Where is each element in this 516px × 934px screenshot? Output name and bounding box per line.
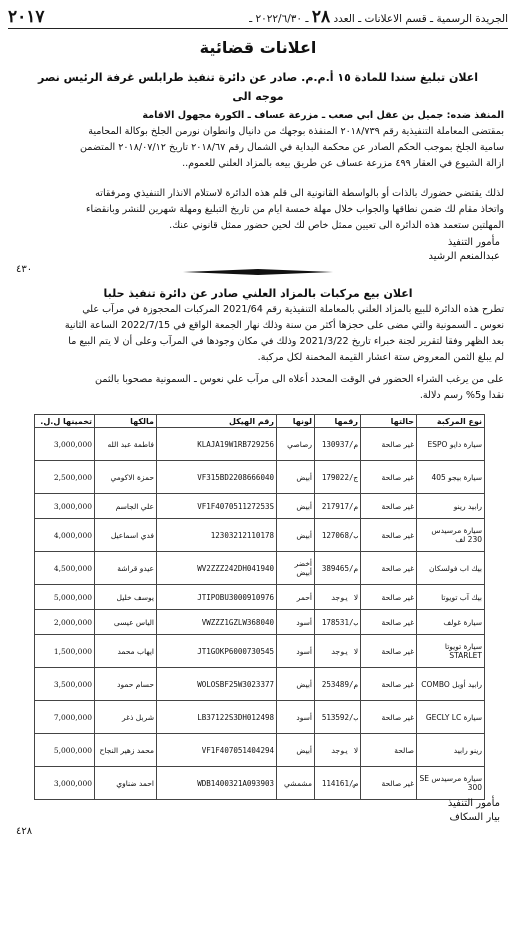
vehicle-condition: غير صالحة [361,610,417,635]
vehicle-chassis: VF1F407051404294 [157,734,277,767]
vehicle-condition: غير صالحة [361,428,417,461]
signature-title: مأمور التنفيذ [447,237,500,248]
signature-name: عبدالمنعم الرشيد [428,251,500,262]
column-header: رقمها [315,415,361,428]
vehicle-color: أخضر أبيض [277,552,315,585]
vehicle-chassis: JT1GOKP6000730545 [157,635,277,668]
vehicle-type: سيارة GECLY LC [417,701,485,734]
notice2-signature [448,797,500,825]
notice2-body-2 [10,372,504,404]
notice2-line: تطرح هذه الدائرة للبيع بالمزاد العلني بالمعاملة التنفيذية رقم 2021/64 المركبات المحجوزة في مرآب علي [82,304,504,315]
vehicle-type: بيك اب فولسكان [417,552,485,585]
vehicle-owner: الياس عيسى [95,610,157,635]
vehicle-type: سيارة بيجو 405 [417,461,485,494]
vehicle-owner: عيدو قراشة [95,552,157,585]
vehicle-chassis: VF1F407051127253S [157,494,277,519]
notice1-line: سامية الجلخ بموجب الحكم الصادر عن محكمة البداية في الشمال رقم ٢٠١٨/٦٧ تاريخ ٢٠١٨/٠٧/١٢ المتضمن [80,142,504,153]
vehicle-chassis: WDB1400321A093903 [157,767,277,800]
notice1-line: واتخاذ مقام لك ضمن نطاقها والجواب خلال مهلة خمسة ايام من تاريخ التبليغ ومهلة شهرين للنشر وبانقضاء [85,204,504,215]
notice2-ref-number: ٤٢٨ [16,826,33,837]
vehicle-estimate: 1,500,000 [35,635,95,668]
table-row [35,635,485,668]
vehicle-owner: فدي اسماعيل [95,519,157,552]
vehicle-condition: غير صالحة [361,635,417,668]
notice2-title: اعلان بيع مركبات بالمزاد العلني صادر عن دائرة تنفيذ حلبا [103,287,413,300]
vehicle-estimate: 5,000,000 [35,734,95,767]
vehicle-condition: غير صالحة [361,585,417,610]
vehicle-estimate: 4,500,000 [35,552,95,585]
vehicle-estimate: 3,000,000 [35,767,95,800]
table-row [35,701,485,734]
vehicle-owner: يوسف خليل [95,585,157,610]
vehicle-type: رابيد أوبل COMBO [417,668,485,701]
vehicle-estimate: 3,000,000 [35,428,95,461]
notice1-title [20,68,496,106]
table-row [35,552,485,585]
vehicle-type: سيارة غولف [417,610,485,635]
vehicle-chassis: WOLOSBF25W3023377 [157,668,277,701]
vehicle-plate: 253489/م [315,668,361,701]
vehicle-chassis: 12303212110178 [157,519,277,552]
vehicle-estimate: 5,000,000 [35,585,95,610]
notice2-body [10,302,504,366]
notice1-line: المهلتين ستعمد هذه الدائرة الى تعيين ممثل خاص لك لحين حضور ممثل قانوني عنك. [169,220,504,231]
section-title: اعلانات قضائية [199,38,317,57]
vehicle-estimate: 7,000,000 [35,701,95,734]
vehicle-plate: 389465/م [315,552,361,585]
vehicle-chassis: VF315BD2208666040 [157,461,277,494]
vehicle-color: أسود [277,635,315,668]
column-header: حالتها [361,415,417,428]
table-row [35,494,485,519]
issue-date: ـ ٢٠٢٢/٦/٣٠ ـ [249,13,309,25]
vehicle-estimate: 3,000,000 [35,494,95,519]
vehicle-color: أسود [277,701,315,734]
vehicle-color: مشمشي [277,767,315,800]
vehicle-plate: لا يوجد [315,585,361,610]
table-row [35,610,485,635]
vehicle-condition: غير صالحة [361,494,417,519]
vehicle-owner: فاطمة عبد الله [95,428,157,461]
signature-name: بيار السكاف [449,812,500,823]
vehicle-plate: لا يوجد [315,635,361,668]
column-header: تخمينها ل.ل. [35,415,95,428]
vehicle-owner: احمد ضناوي [95,767,157,800]
notice1-line: لذلك يقتضي حضورك بالذات أو بالواسطة القانونية الى قلم هذه الدائرة لاستلام الانذار التنفيذي ومرفقاته [95,188,504,199]
vehicle-color: أسود [277,610,315,635]
vehicle-plate: 513592/ب [315,701,361,734]
divider-ornament [183,269,333,275]
header-info [249,7,508,27]
notice2-line: نقدا و5% رسم دلالة. [419,390,504,401]
column-header: نوع المركبة [417,415,485,428]
notice1-body [10,108,504,172]
table-header-row [35,415,485,428]
page-header [8,6,508,29]
publication-name: الجريدة الرسمية ـ قسم الاعلانات ـ العدد [333,13,508,25]
vehicle-condition: غير صالحة [361,519,417,552]
vehicle-type: رابيد رينو [417,494,485,519]
vehicle-owner: حمزة الاكومي [95,461,157,494]
vehicle-estimate: 2,500,000 [35,461,95,494]
table-row [35,519,485,552]
vehicle-condition: غير صالحة [361,552,417,585]
column-header: رقم الهيكل [157,415,277,428]
signature-title: مأمور التنفيذ [447,798,500,809]
vehicle-plate: 178531/ب [315,610,361,635]
vehicle-color: أبيض [277,494,315,519]
table-row [35,461,485,494]
vehicle-chassis: KLAJA19W1RB729256 [157,428,277,461]
vehicle-plate: 114161/ص [315,767,361,800]
vehicle-color: أبيض [277,668,315,701]
notice2-line: على من يرغب الشراء الحضور في الوقت المحدد أعلاه الى مرآب علي نعوس ـ السمونية مصحوبا بالثمن [95,374,504,385]
vehicle-condition: غير صالحة [361,701,417,734]
vehicle-plate: 130937/م [315,428,361,461]
vehicle-type: سيارة مرسيدس SE 300 [417,767,485,800]
vehicle-owner: محمد زهير النجاح [95,734,157,767]
vehicle-chassis: VWZZZ1GZLW368040 [157,610,277,635]
notice1-ref-number: ٤٣٠ [16,264,33,275]
vehicle-condition: غير صالحة [361,461,417,494]
table-row [35,668,485,701]
vehicle-estimate: 2,000,000 [35,610,95,635]
vehicle-type: رينو رابيد [417,734,485,767]
vehicle-type: بيك آب تويوتا [417,585,485,610]
vehicle-type: سيارة دايو ESPO [417,428,485,461]
notice2-line: لم يبلغ الثمن المعروض ستة اعشار القيمة المخمنة لكل مركبة. [257,352,504,363]
notice2-line: نعوس ـ السمونية والتي مضى على حجزها أكثر من سنة وذلك نهار الجمعة الواقع في 2022/7/15 الساعة الثانية [64,320,504,331]
vehicle-color: أحمر [277,585,315,610]
table-row [35,767,485,800]
table-row [35,585,485,610]
vehicle-owner: ايهاب محمد [95,635,157,668]
vehicle-plate: لا يوجد [315,734,361,767]
vehicle-condition: صالحة [361,734,417,767]
column-header: مالكها [95,415,157,428]
vehicle-estimate: 4,000,000 [35,519,95,552]
vehicle-estimate: 3,500,000 [35,668,95,701]
table-row [35,734,485,767]
vehicle-plate: 127068/ب [315,519,361,552]
vehicle-color: أبيض [277,461,315,494]
notice1-line: بمقتضى المعاملة التنفيذية رقم ٢٠١٨/٧٣٩ المنفذة بوجهك من دانيال وانطوان نورمن الجلخ بوكالة المحامية [88,126,504,137]
table-row [35,428,485,461]
vehicle-plate: 179022/ج [315,461,361,494]
issue-number: ٢٨ [311,7,331,27]
vehicle-type: سيارة تويوتا STARLET [417,635,485,668]
section-divider [0,268,516,276]
vehicles-table [34,414,485,800]
notice1-body-2 [10,186,504,234]
vehicle-color: أبيض [277,734,315,767]
notice1-line: ازالة الشيوع في العقار ٤٩٩ مزرعة عساف عن طريق بيعه بالمزاد العلني للعموم.. [182,158,504,169]
vehicle-chassis: JTIPOBU3000910976 [157,585,277,610]
vehicle-type: سيارة مرسيدس 230 لف [417,519,485,552]
vehicle-owner: شربل ذغر [95,701,157,734]
vehicle-color: أبيض [277,519,315,552]
page-year: ٢٠١٧ [8,7,45,27]
vehicle-condition: غير صالحة [361,668,417,701]
notice2-line: بعد الظهر وفقا لتقرير لجنة خبراء تاريخ 2021/3/22 وذلك في مكان وجودها في المرآب وعلى أن لا يتم البيع ما [68,336,504,347]
vehicle-owner: علي الجاسم [95,494,157,519]
vehicle-plate: 217917/م [315,494,361,519]
vehicle-color: رصاصي [277,428,315,461]
vehicle-chassis: LB37122S3DH012498 [157,701,277,734]
vehicle-chassis: WV2ZZZ242DH041940 [157,552,277,585]
vehicle-condition: غير صالحة [361,767,417,800]
notice1-signature [428,236,500,264]
vehicle-owner: حسام حمود [95,668,157,701]
notice1-line: المنفذ ضده: جميل بن عقل ابي صعب ـ مزرعة عساف ـ الكورة مجهول الاقامة [142,110,504,121]
column-header: لونها [277,415,315,428]
notice1-title-line2: موجه الى [232,90,284,103]
notice1-title-line1: اعلان تبليغ سندا للمادة ١٥ أ.م.م. صادر عن دائرة تنفيذ طرابلس غرفة الرئيس نصر [37,71,478,84]
